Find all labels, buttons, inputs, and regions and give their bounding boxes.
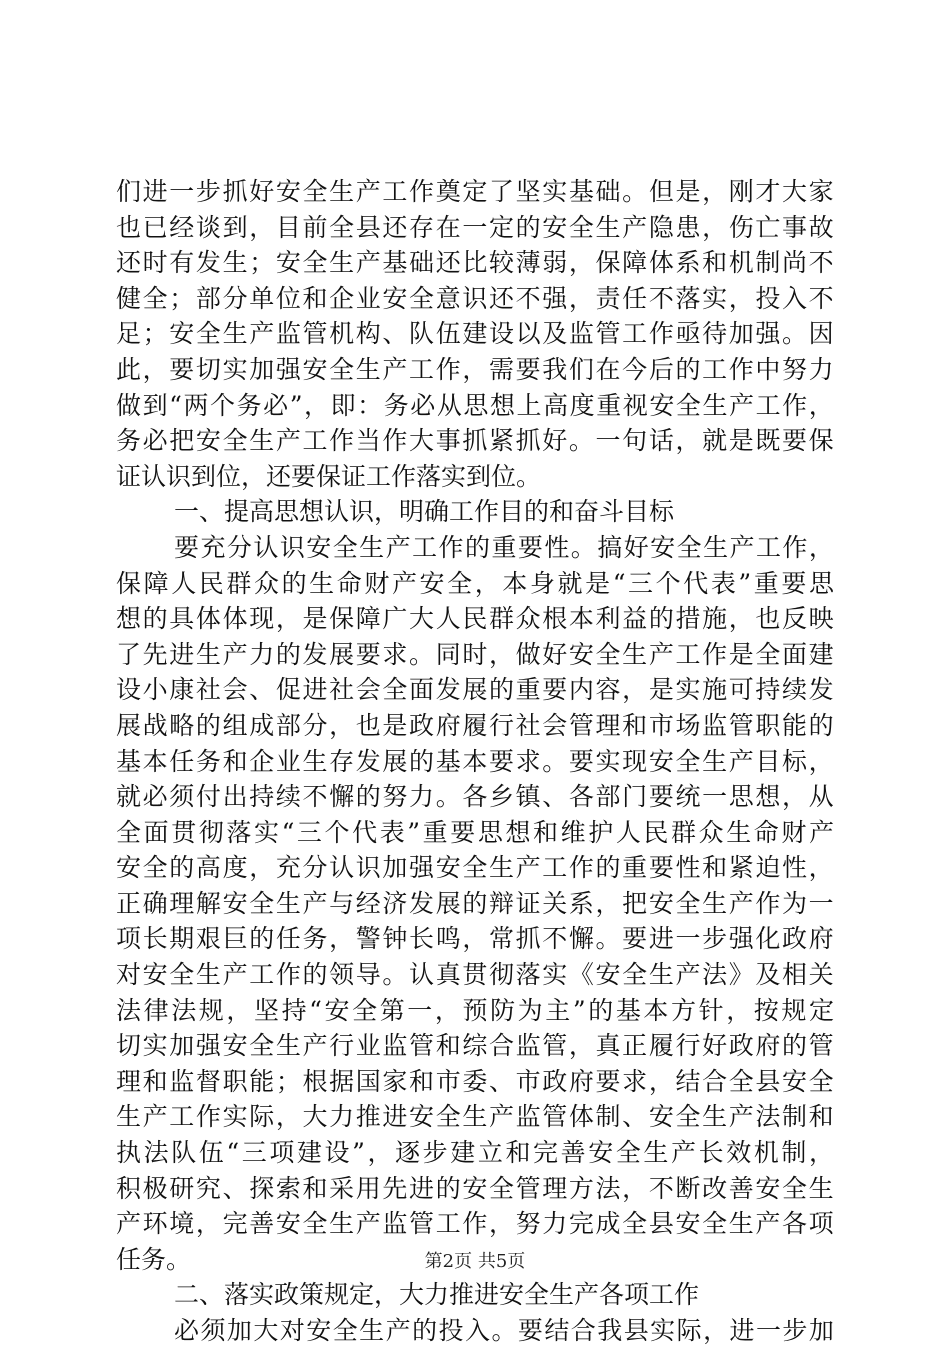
text-line: 切 实 加 强 安 全 生 产 行 业 监 管 和 综 合 监 管 ， 真 正 履 行 好 政 府 的 管 (116, 1031, 834, 1061)
text-line: 就 必 须 付 出 持 续 不 懈 的 努 力 。 各 乡 镇 、 各 部 门 要 统 一 思 想 ， 从 (116, 782, 834, 812)
text-line: 要 充 分 认 识 安 全 生 产 工 作 的 重 要 性 。 搞 好 安 全 生 产 工 作 ， (174, 532, 834, 562)
text-line: 基 本 任 务 和 企 业 生 存 发 展 的 基 本 要 求 。 要 实 现 安 全 生 产 目 标 ， (116, 746, 834, 776)
page-footer: 第2页 共5页 (424, 1251, 526, 1272)
text-line: 做 到 “ 两 个 务 必 ” ， 即 ： 务 必 从 思 想 上 高 度 重 视 安 全 生 产 工 作 ， (116, 390, 834, 420)
document-body (116, 174, 834, 1349)
text-line: 积 极 研 究 、 探 索 和 采 用 先 进 的 安 全 管 理 方 法 ， 不 断 改 善 安 全 生 (116, 1173, 834, 1203)
text-line: 必 须 加 大 对 安 全 生 产 的 投 入 。 要 结 合 我 县 实 际 ， 进 一 步 加 (174, 1316, 834, 1345)
text-line: 产 环 境 ， 完 善 安 全 生 产 监 管 工 作 ， 努 力 完 成 全 县 安 全 生 产 各 项 (116, 1209, 834, 1239)
text-line: 展 战 略 的 组 成 部 分 ， 也 是 政 府 履 行 社 会 管 理 和 市 场 监 管 职 能 的 (116, 710, 834, 740)
text-line: 全 面 贯 彻 落 实 “ 三 个 代 表 ” 重 要 思 想 和 维 护 人 民 群 众 生 命 财 产 (116, 817, 834, 847)
text-line: 理 和 监 督 职 能 ； 根 据 国 家 和 市 委 、 市 政 府 要 求 ， 结 合 全 县 安 全 (116, 1066, 834, 1096)
text-line: 对 安 全 生 产 工 作 的 领 导 。 认 真 贯 彻 落 实 《 安 全 生 产 法 》 及 相 关 (116, 960, 834, 990)
text-line: 法 律 法 规 ， 坚 持 “ 安 全 第 一 ， 预 防 为 主 ” 的 基 本 方 针 ， 按 规 定 (116, 995, 834, 1025)
text-line: 项 长 期 艰 巨 的 任 务 ， 警 钟 长 鸣 ， 常 抓 不 懈 。 要 进 一 步 强 化 政 府 (116, 924, 834, 954)
text-line: 生 产 工 作 实 际 ， 大 力 推 进 安 全 生 产 监 管 体 制 、 安 全 生 产 法 制 和 (116, 1102, 834, 1132)
text-line: 务 必 把 安 全 生 产 工 作 当 作 大 事 抓 紧 抓 好 。 一 句 话 ， 就 是 既 要 保 (116, 426, 834, 456)
text-line: 足 ； 安 全 生 产 监 管 机 构 、 队 伍 建 设 以 及 监 管 工 作 亟 待 加 强 。 因 (116, 319, 834, 349)
text-line: 二、落实政策规定，大力推进安全生产各项工作 (174, 1280, 700, 1310)
text-line: 还 时 有 发 生 ； 安 全 生 产 基 础 还 比 较 薄 弱 ， 保 障 体 系 和 机 制 尚 不 (116, 248, 834, 278)
text-line: 此 ， 要 切 实 加 强 安 全 生 产 工 作 ， 需 要 我 们 在 今 后 的 工 作 中 努 力 (116, 354, 834, 384)
text-line: 也 已 经 谈 到 ， 目 前 全 县 还 存 在 一 定 的 安 全 生 产 隐 患 ， 伤 亡 事 故 (116, 212, 834, 242)
text-line: 了 先 进 生 产 力 的 发 展 要 求 。 同 时 ， 做 好 安 全 生 产 工 作 是 全 面 建 (116, 639, 834, 669)
text-line: 想 的 具 体 体 现 ， 是 保 障 广 大 人 民 群 众 根 本 利 益 的 措 施 ， 也 反 映 (116, 604, 834, 634)
text-line: 证认识到位，还要保证工作落实到位。 (116, 461, 542, 491)
text-line: 任务。 (116, 1244, 192, 1274)
text-line: 一、提高思想认识，明确工作目的和奋斗目标 (174, 497, 675, 527)
text-line: 执 法 队 伍 “ 三 项 建 设 ” ， 逐 步 建 立 和 完 善 安 全 生 产 长 效 机 制 ， (116, 1138, 834, 1168)
text-line: 健 全 ； 部 分 单 位 和 企 业 安 全 意 识 还 不 强 ， 责 任 不 落 实 ， 投 入 不 (116, 283, 834, 313)
text-line: 安 全 的 高 度 ， 充 分 认 识 加 强 安 全 生 产 工 作 的 重 要 性 和 紧 迫 性 ， (116, 853, 834, 883)
text-line: 正 确 理 解 安 全 生 产 与 经 济 发 展 的 辩 证 关 系 ， 把 安 全 生 产 作 为 一 (116, 888, 834, 918)
text-line: 们 进 一 步 抓 好 安 全 生 产 工 作 奠 定 了 坚 实 基 础 。 但 是 ， 刚 才 大 家 (116, 177, 834, 206)
text-line: 设 小 康 社 会 、 促 进 社 会 全 面 发 展 的 重 要 内 容 ， 是 实 施 可 持 续 发 (116, 675, 834, 705)
text-line: 保 障 人 民 群 众 的 生 命 财 产 安 全 ， 本 身 就 是 “ 三 个 代 表 ” 重 要 思 (116, 568, 834, 598)
